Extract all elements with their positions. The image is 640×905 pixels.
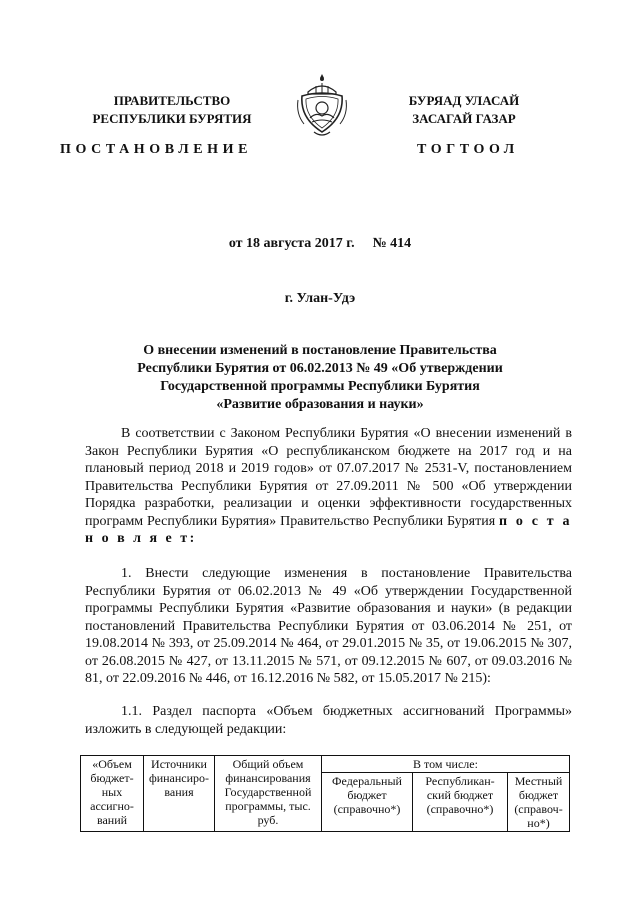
table-header-including: В том числе:: [322, 756, 570, 773]
header-right-line2: ЗАСАГАЙ ГАЗАР: [412, 111, 516, 126]
table-header-total: Общий объем финансирования Государственной программы, тыс. руб.: [215, 756, 322, 832]
coat-of-arms-icon: [294, 70, 350, 140]
table-header-sources: Источники финансиро-вания: [144, 756, 215, 832]
header-left: [62, 92, 282, 128]
item-1-paragraph: 1. Внести следующие изменения в постановление Правительства Республики Бурятия от 06.02.2013 № 49 «Об утверждении Государственной программы Республики Бурятия «Развитие образования и науки» (в редакции постановлений Правительства Республики Бурятия от 03.06.2014 № 251, от 19.08.2014 № 393, от 25.09.2014 № 464, от 29.01.2015 № 35, от 19.06.2015 № 307, от 26.08.2015 № 427, от 13.11.2015 № 571, от 09.12.2015 № 607, от 09.03.2016 № 81, от 22.09.2016 № 446, от 16.12.2016 № 582, от 15.05.2017 № 215):: [85, 566, 572, 686]
decree-title-buryat: ТОГТООЛ: [417, 142, 519, 157]
table-header-federal: Федеральный бюджет (справочно*): [322, 773, 413, 832]
item-1-1-paragraph: 1.1. Раздел паспорта «Объем бюджетных ассигнований Программы» изложить в следующей редакции:: [85, 704, 572, 737]
decree-date: от 18 августа 2017 г.: [228, 236, 355, 251]
date-number-line: [0, 236, 640, 252]
header-right: [364, 92, 564, 128]
subject-line: О внесении изменений в постановление Правительства: [143, 343, 497, 358]
budget-table: [80, 755, 570, 832]
decree-title-russian: ПОСТАНОВЛЕНИЕ: [60, 142, 253, 157]
preamble-text: В соответствии с Законом Республики Бурятия «О внесении изменений в Закон Республики Бурятия «О республиканском бюджете на 2017 год и на плановый период 2018 и 2019 годов» от 07.07.2017 № 2531-V, постановлением Правительства Республики Бурятия от 27.09.2011 № 500 «Об утверждении Порядка разработки, реализации и оценки эффективности государственных программ Республики Бурятия» Правительство Республики Бурятия: [85, 426, 572, 529]
subject-line: Государственной программы Республики Бурятия: [160, 379, 480, 394]
subject-line: Республики Бурятия от 06.02.2013 № 49 «Об утверждении: [137, 361, 503, 376]
city-line: г. Улан-Удэ: [284, 291, 356, 306]
header-left-line1: ПРАВИТЕЛЬСТВО: [113, 93, 231, 108]
preamble-paragraph: [85, 425, 572, 548]
table-header-republican: Республикан-ский бюджет (справочно*): [413, 773, 508, 832]
table-header-local: Местный бюджет (справоч-но*): [508, 773, 570, 832]
decree-subject: [100, 342, 540, 414]
header-right-line1: БУРЯАД УЛАСАЙ: [408, 93, 520, 108]
subject-line: «Развитие образования и науки»: [216, 397, 424, 412]
table-header-budget-volume: «Объем бюджет-ных ассигно-ваний: [81, 756, 144, 832]
preamble-decides: п о с т а н о в л я е т:: [85, 513, 572, 546]
header-left-line2: РЕСПУБЛИКИ БУРЯТИЯ: [92, 111, 252, 126]
decree-number: № 414: [372, 236, 412, 251]
